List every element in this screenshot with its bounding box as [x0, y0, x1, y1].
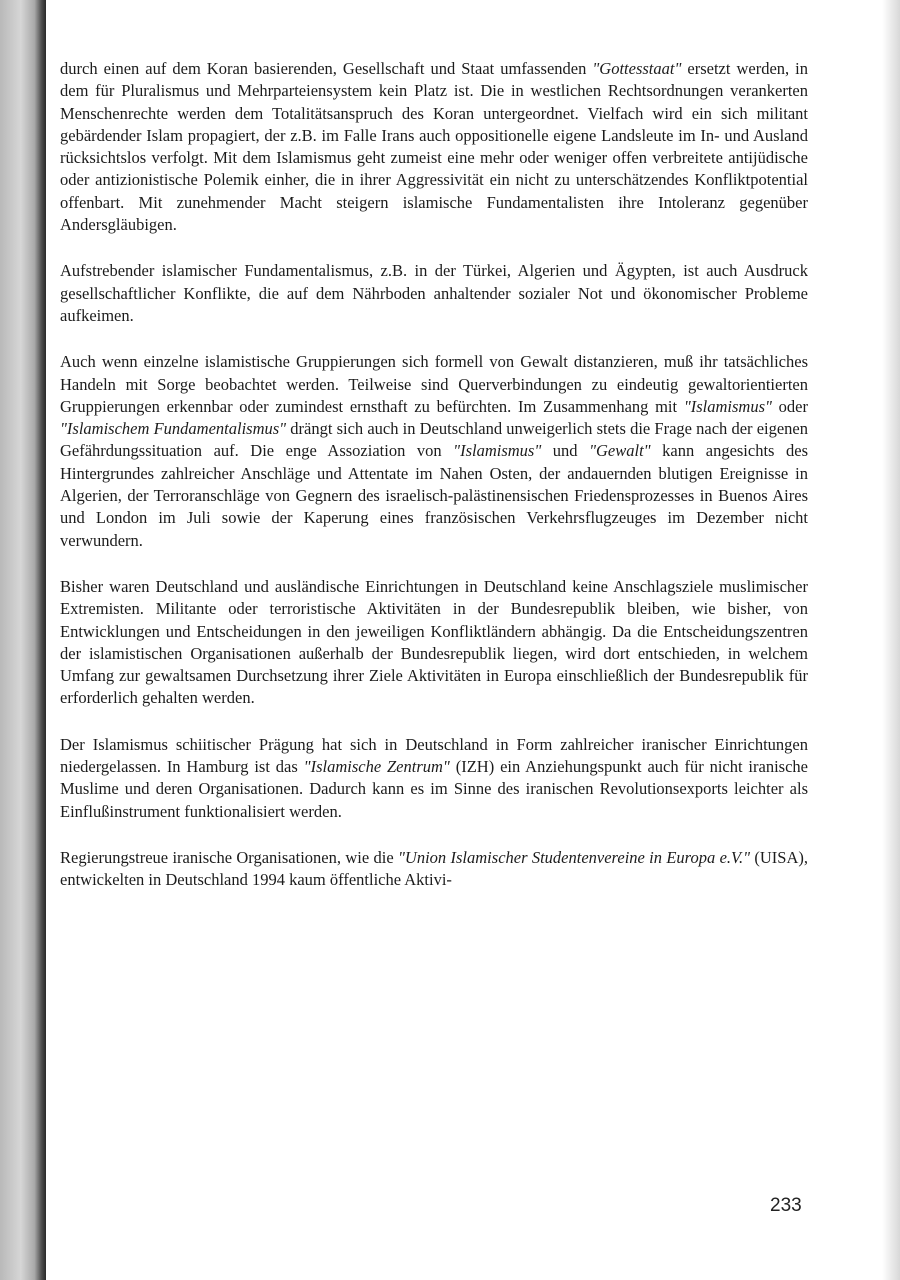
text-run: Der Islamismus schiitischer Prägung hat sich in Deutschland in Form zahlreicher iranischer Einrichtungen niedergelassen. In Hamburg ist das: [60, 734, 808, 777]
text-run: durch einen auf dem Koran basierenden, Gesellschaft und Staat umfassenden: [60, 59, 593, 78]
text-run: drängt sich auch in Deutschland unweigerlich stets die Frage nach der eigenen Gefährdungssituation auf. Die enge Assoziation von: [60, 419, 809, 461]
text-run: (IZH) ein Anziehungspunkt auch für nicht iranische Muslime und deren Organisationen. Dadurch kann es im Sinne des iranischen Revolutionsexports leichter als Einflußinstrument funktionalisiert werden.: [60, 757, 808, 821]
italic-term: "Islamismus": [453, 441, 542, 461]
paragraph: [60, 734, 808, 823]
page-number: 233: [770, 1195, 802, 1216]
page-edge-shade: [882, 0, 900, 1280]
page-body-text: [60, 58, 808, 916]
italic-term: "Islamische Zentrum": [303, 757, 450, 777]
text-run: kann angesichts des Hintergrundes zahlreicher Anschläge und Attentate im Nahen Osten, der andauernden blutigen Ereignisse in Algerien, der Terroranschläge von Gegnern des israelisch-palästinensischen Friedensprozesses in Buenos Aires und London im Juli sowie der Kaperung eines französischen Verkehrsflugzeuges im Dezember nicht verwundern.: [60, 441, 808, 550]
text-run: Bisher waren Deutschland und ausländische Einrichtungen in Deutschland keine Anschlagsziele muslimischer Extremisten. Militante oder terroristische Aktivitäten in der Bundesrepublik bleiben, wie bisher, von Entwicklungen und Entscheidungen in den jeweiligen Konfliktländern abhängig. Da die Entscheidungszentren der islamistischen Organisationen außerhalb der Bundesrepublik liegen, wird dort entschieden, in welchem Umfang zur gewaltsamen Durchsetzung ihrer Ziele Aktivitäten in Europa einschließlich der Bundesrepublik für erforderlich gehalten werden.: [60, 576, 808, 708]
text-run: Regierungstreue iranische Organisationen, wie die: [60, 847, 398, 867]
text-run: Aufstrebender islamischer Fundamentalismus, z.B. in der Türkei, Algerien und Ägypten, ist auch Ausdruck gesellschaftlicher Konflikte, die auf dem Nährboden anhaltender sozialer Not und ökonomischer Probleme aufkeimen.: [60, 261, 808, 325]
text-run: Auch wenn einzelne islamistische Gruppierungen sich formell von Gewalt distanzieren, muß ihr tatsächliches Handeln mit Sorge beobachtet werden. Teilweise sind Querverbindungen zu eindeutig gewaltorientierten Gruppierungen erkennbar oder zumindest ernsthaft zu befürchten. Im Zusammenhang mit: [60, 352, 808, 416]
text-run: oder: [771, 396, 808, 416]
paragraph: [60, 576, 808, 710]
italic-term: "Union Islamischer Studentenvereine in Europa e.V.": [398, 847, 751, 867]
paragraph: [60, 260, 808, 327]
text-run: und: [541, 441, 590, 461]
text-run: ersetzt werden, in dem für Pluralismus und Mehrparteiensystem kein Platz ist. Die in westlichen Rechtsordnungen verankerten Menschenrechte werden dem Totalitätsanspruch des Koran untergeordnet. Vielfach wird ein sich militant gebärdender Islam propagiert, der z.B. im Falle Irans auch oppositionelle eigene Landsleute im In- und Ausland rücksichtslos verfolgt. Mit dem Islamismus geht zumeist eine mehr oder weniger offen verbreitete antijüdische oder antizionistische Polemik einher, die in ihrer Aggressivität ein nicht zu unterschätzendes Konfliktpotential offenbart. Mit zunehmender Macht steigern islamische Fundamentalisten ihre Intoleranz gegenüber Andersgläubigen.: [60, 59, 808, 235]
italic-term: "Gottesstaat": [592, 59, 682, 78]
book-gutter: [0, 0, 46, 1280]
paragraph: [60, 58, 808, 236]
italic-term: "Islamischem Fundamentalismus": [60, 419, 287, 439]
paragraph: [60, 351, 808, 552]
italic-term: "Gewalt": [589, 441, 651, 461]
italic-term: "Islamismus": [683, 396, 772, 416]
text-run: (UISA), entwickelten in Deutschland 1994 kaum öffentliche Aktivi-: [60, 847, 809, 890]
paragraph: [60, 847, 808, 892]
